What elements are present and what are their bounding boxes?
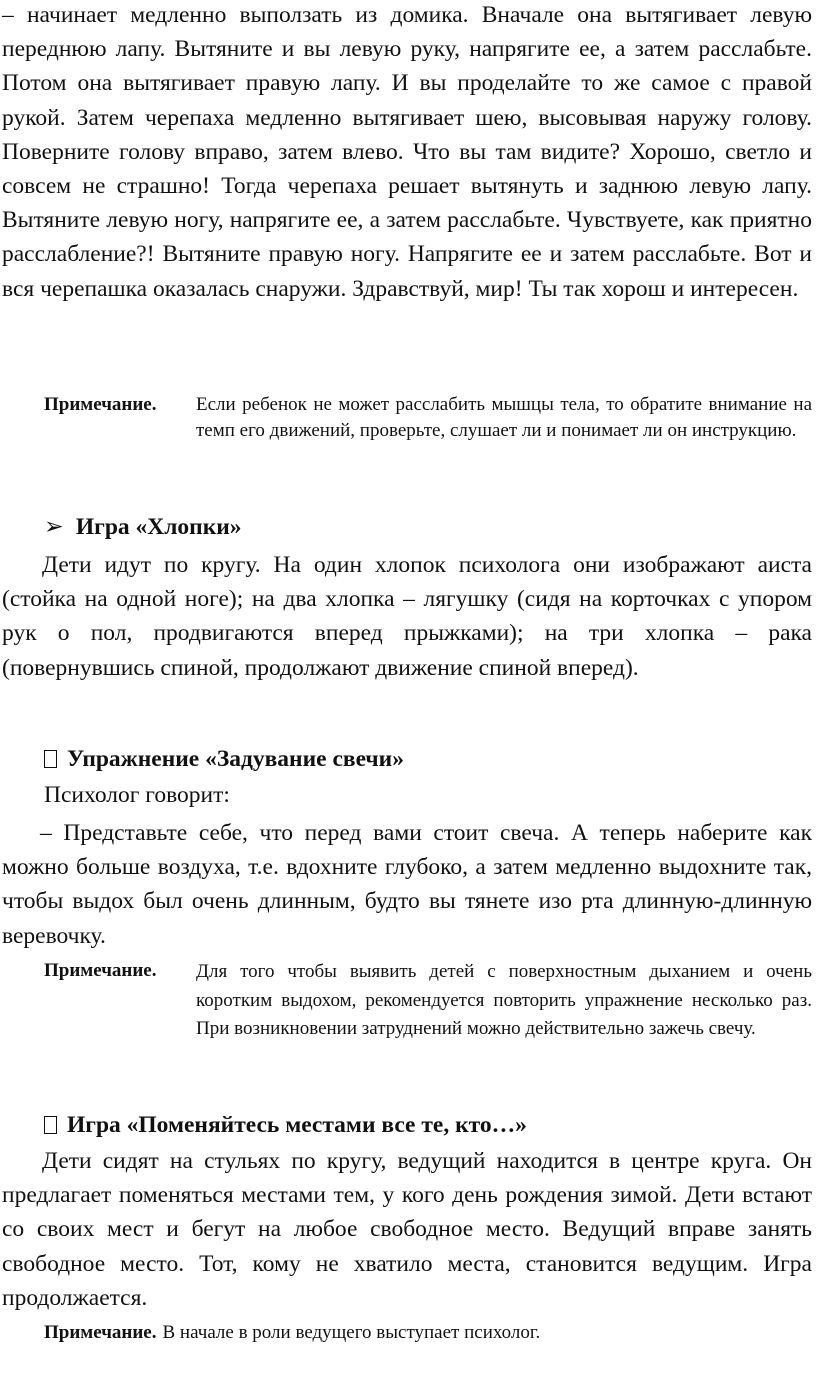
note-label: Примечание. [44,1322,157,1343]
note-text: Если ребенок не может расслабить мышцы тела, то обратите внимание на темп его движений, проверьте, слушает ли и понимает ли он инструкцию. [196,394,812,441]
game-swap-heading [44,1110,527,1140]
game-swap-paragraph: Дети сидят на стульях по кругу, ведущий находится в центре круга. Он предлагает поменяться местами тем, у кого день рождения зимой. Дети встают со своих мест и бегут на любое свободное место. Ведущий вправе занять свободное место. Тот, кому не хватило места, становится ведущим. Игра продолжается. [2,1148,812,1311]
checkbox-bullet-icon [44,750,57,768]
arrow-bullet-icon: ➢ [44,514,64,540]
note-text: В начале в роли ведущего выступает психолог. [162,1322,541,1343]
note-2 [44,958,816,1044]
exercise-candle-paragraph: – Представьте себе, что перед вами стоит свеча. А теперь наберите как можно больше воздуха, т.е. вдохните глубоко, а затем медленно выдохните так, чтобы выдох был очень длинным, будто вы тянете изо рта длинную-длинную веревочку. [2,820,812,949]
game-clap-title: Игра «Хлопки» [75,514,242,540]
turtle-paragraph: – начинает медленно выползать из домика. Вначале она вытягивает левую переднюю лапу. Вытяните и вы левую руку, напрягите ее, а затем расслабьте. Потом она вытягивает правую лапу. И вы проделайте то же самое с правой рукой. Затем черепаха медленно вытягивает шею, высовывая наружу голову. Поверните голову вправо, затем влево. Что вы там видите? Хорошо, светло и совсем не страшно! Тогда черепаха решает вытянуть и заднюю левую лапу. Вытяните левую ногу, напрягите ее, а затем расслабьте. Чувствуете, как приятно расслабление?! Вытяните правую ногу. Напрягите ее и затем расслабьте. Вот и вся черепашка оказалась снаружи. Здравствуй, мир! Ты так хорош и интересен. [2,2,812,302]
exercise-candle-title: Упражнение «Задувание свечи» [67,746,404,772]
game-swap-title: Игра «Поменяйтесь местами все те, кто…» [67,1112,527,1138]
note-label: Примечание. [44,960,157,981]
note-label: Примечание. [44,394,157,415]
game-clap-paragraph: Дети идут по кругу. На один хлопок психолога они изображают аиста (стойка на одной ноге); на два хлопка – лягушку (сидя на корточках с упором рук о пол, продвигаются вперед прыжками); на три хлопка – рака (повернувшись спиной, продолжают движение спиной вперед). [2,552,812,681]
checkbox-bullet-icon [44,1116,57,1134]
exercise-candle-intro: Психолог говорит: [44,782,230,808]
note-1 [44,392,816,444]
note-3 [44,1320,816,1346]
exercise-candle-heading [44,744,404,774]
note-text: Для того чтобы выявить детей с поверхностным дыханием и очень коротким выдохом, рекомендуется повторить упражнение несколько раз. При возникновении затруднений можно действительно зажечь свечу. [196,961,812,1039]
game-clap-heading [44,512,242,542]
